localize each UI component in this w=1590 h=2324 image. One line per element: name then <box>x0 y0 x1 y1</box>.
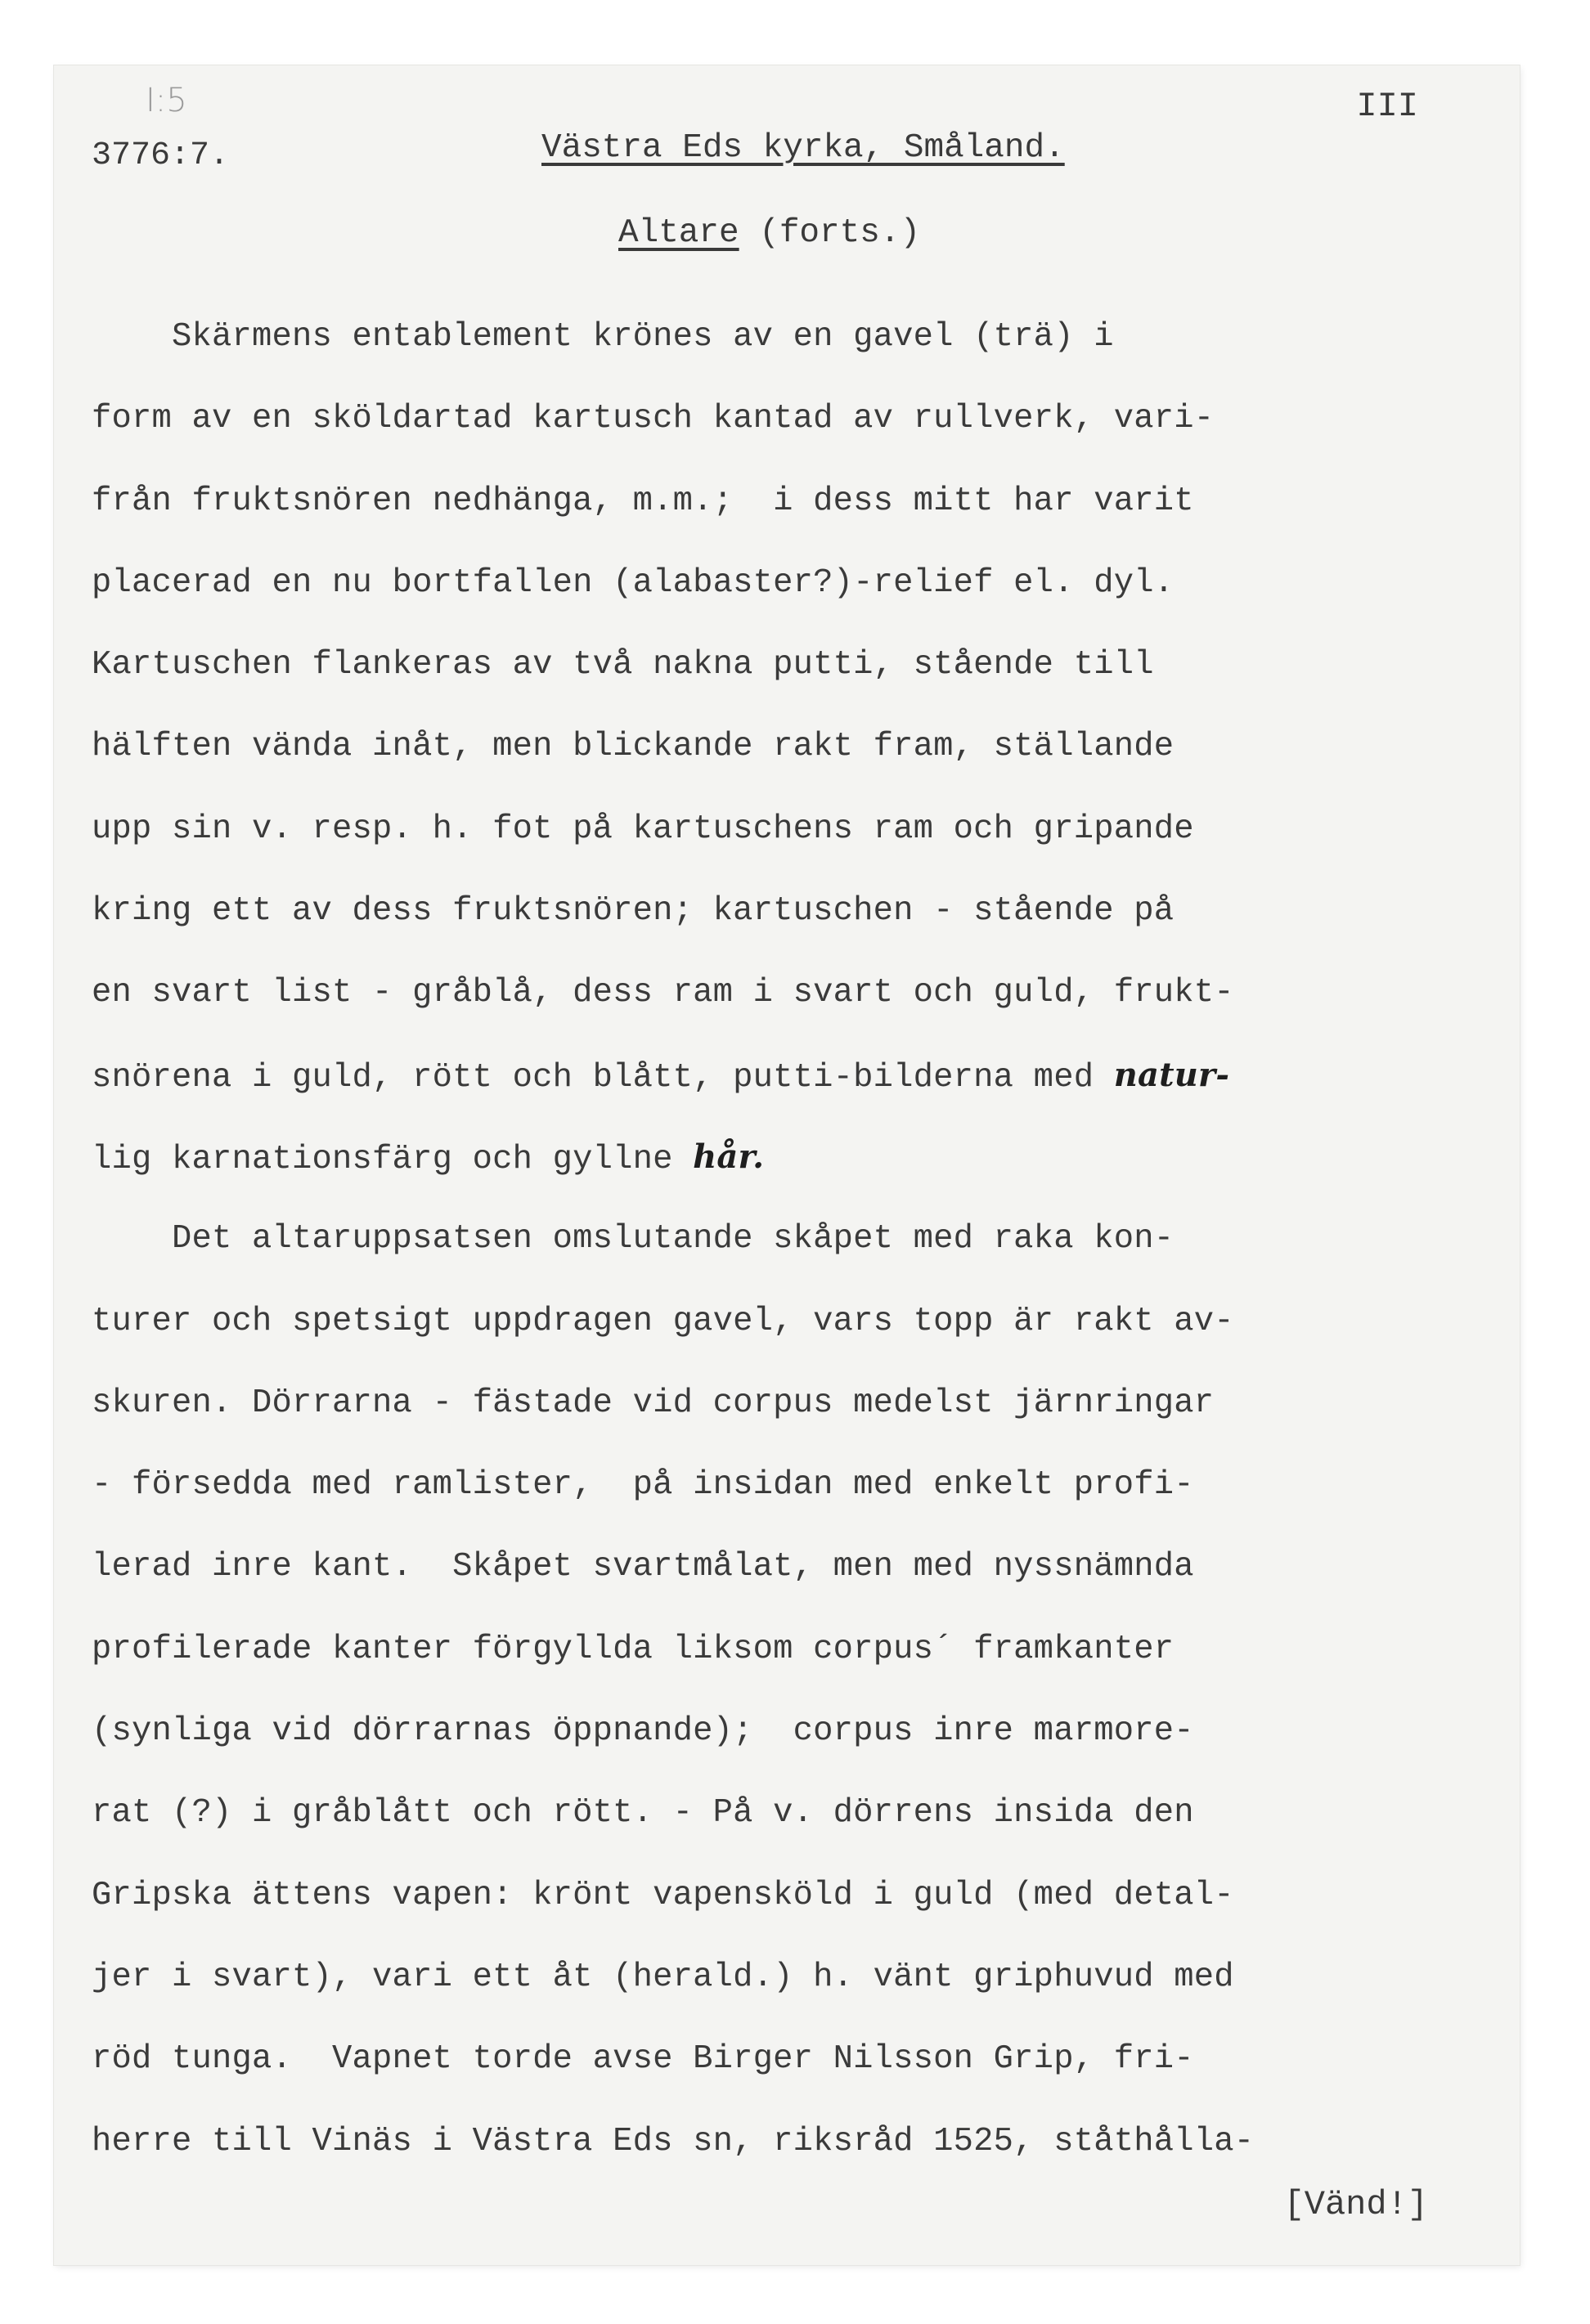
text-line: profilerade kanter förgyllda liksom corpus´ framkanter <box>92 1630 1175 1668</box>
text-line: placerad en nu bortfallen (alabaster?)-relief el. dyl. <box>92 563 1175 602</box>
catalog-pencil-mark: I:5 <box>146 82 187 119</box>
catalog-number: 3776:7. <box>92 137 230 174</box>
text-line: röd tunga. Vapnet torde avse Birger Nilsson Grip, fri- <box>92 2040 1194 2079</box>
text-line: från fruktsnören nedhänga, m.m.; i dess mitt har varit <box>92 482 1194 520</box>
text-line: jer i svart), vari ett åt (herald.) h. vänt griphuvud med <box>92 1958 1234 1996</box>
text-line: Det altaruppsatsen omslutande skåpet med raka kon- <box>92 1220 1175 1258</box>
handwritten-insertion: natur- <box>1113 1055 1230 1094</box>
text-line: (synliga vid dörrarnas öppnande); corpus inre marmore- <box>92 1712 1194 1751</box>
body-text <box>92 296 1515 2183</box>
index-card <box>54 65 1520 2265</box>
subtitle-underlined: Altare <box>618 214 739 252</box>
text-line-part: snörena i guld, rött och blått, putti-bilderna med <box>92 1058 1114 1097</box>
text-line <box>92 1116 1515 1198</box>
text-line: kring ett av dess fruktsnören; kartuschen - stående på <box>92 892 1175 931</box>
text-line: form av en sköldartad kartusch kantad av rullverk, vari- <box>92 400 1215 438</box>
text-line: Kartuschen flankeras av två nakna putti, stående till <box>92 646 1154 684</box>
text-line: en svart list - gråblå, dess ram i svart och guld, frukt- <box>92 974 1234 1012</box>
subtitle-rest: (forts.) <box>739 214 921 252</box>
text-line: Skärmens entablement krönes av en gavel (trä) i <box>92 318 1114 356</box>
text-line: hälften vända inåt, men blickande rakt fram, ställande <box>92 728 1175 766</box>
section-subtitle <box>618 214 920 252</box>
handwritten-insertion: hår. <box>693 1137 765 1176</box>
text-line <box>92 1034 1515 1116</box>
turn-over-note: [Vänd!] <box>1283 2185 1428 2224</box>
page-number: III <box>1356 87 1418 126</box>
text-line: upp sin v. resp. h. fot på kartuschens ram och gripande <box>92 810 1194 848</box>
text-line: lerad inre kant. Skåpet svartmålat, men med nyssnämnda <box>92 1548 1194 1586</box>
page-title: Västra Eds kyrka, Småland. <box>541 129 1065 167</box>
text-line: herre till Vinäs i Västra Eds sn, riksråd 1525, ståthålla- <box>92 2122 1255 2160</box>
text-line: turer och spetsigt uppdragen gavel, vars topp är rakt av- <box>92 1302 1234 1340</box>
text-line: - försedda med ramlister, på insidan med enkelt profi- <box>92 1466 1194 1505</box>
text-line-part: lig karnationsfärg och gyllne <box>92 1140 694 1178</box>
text-line: rat (?) i gråblått och rött. - På v. dörrens insida den <box>92 1794 1194 1833</box>
text-line: skuren. Dörrarna - fästade vid corpus medelst järnringar <box>92 1384 1215 1422</box>
text-line: Gripska ättens vapen: krönt vapensköld i guld (med detal- <box>92 1876 1234 1914</box>
